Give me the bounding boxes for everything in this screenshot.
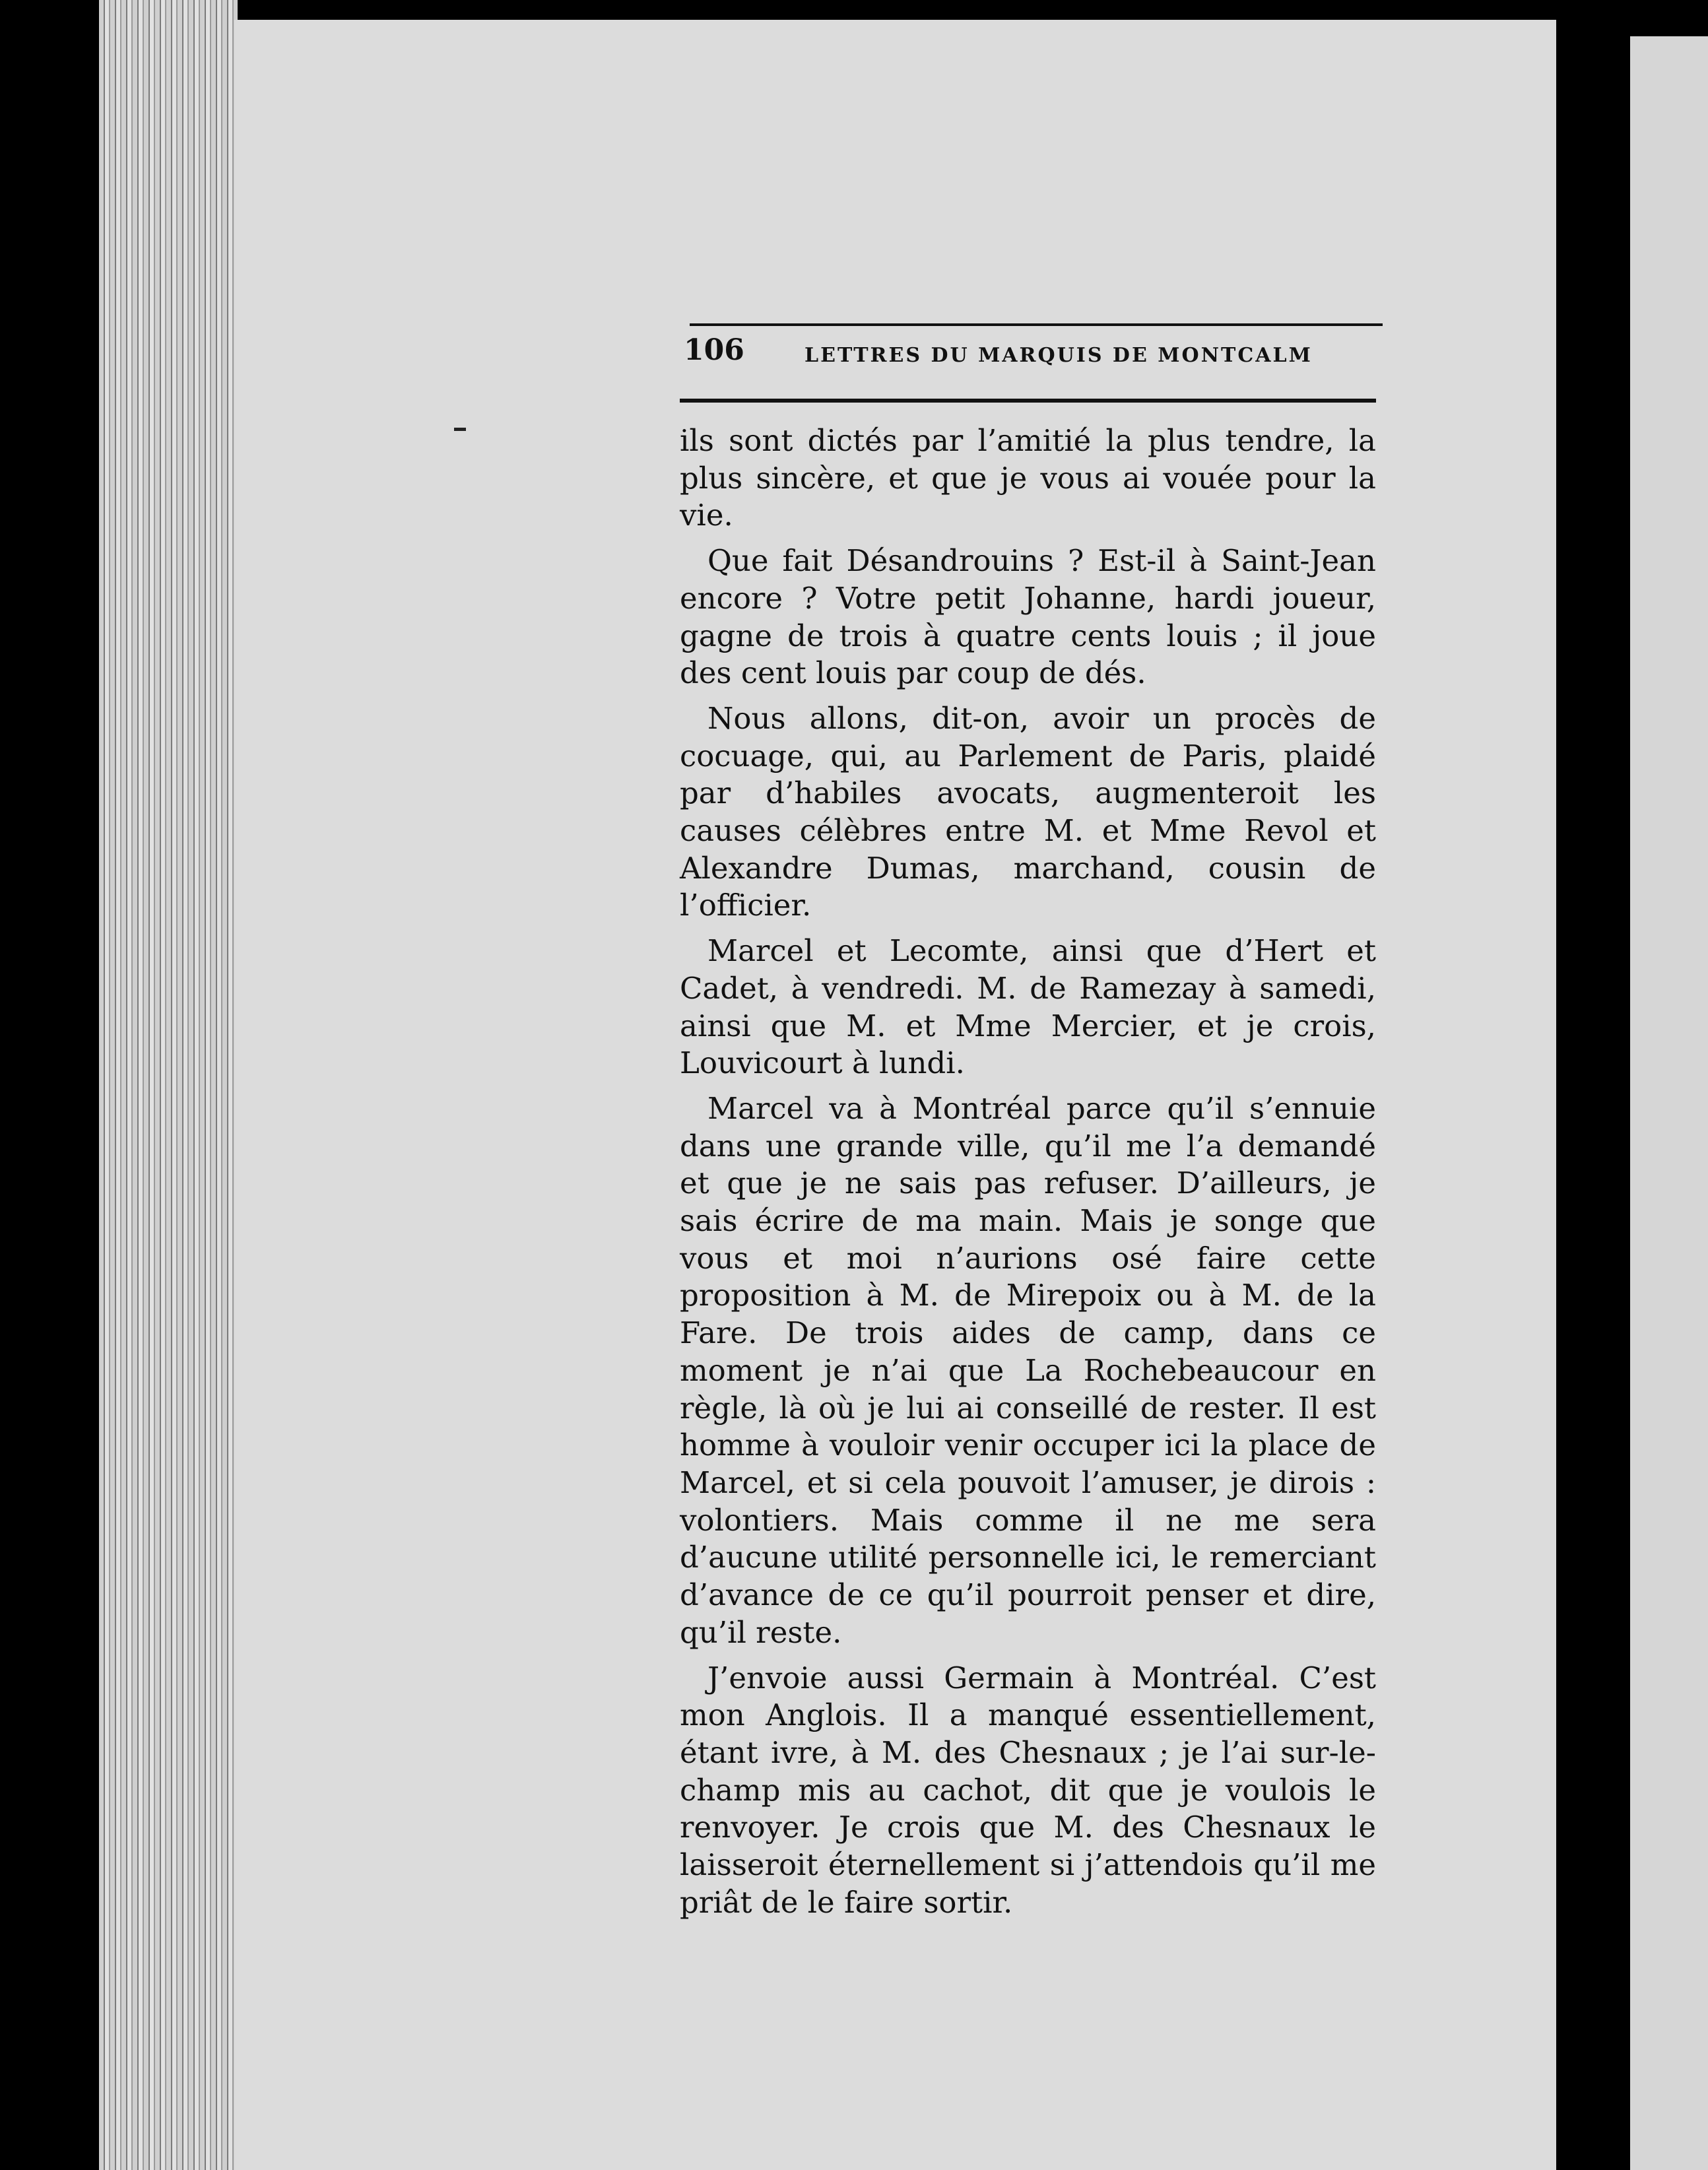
paragraph: Marcel et Lecomte, ainsi que d’Hert et Cadet, à vendredi. M. de Ramezay à samedi, ainsi que M. et Mme Mercier, et je crois, Louvicourt à lundi. [680, 933, 1376, 1081]
paragraph: Nous allons, dit-on, avoir un procès de cocuage, qui, au Parlement de Paris, plaidé par d’habiles avocats, augmenteroit les causes célèbres entre M. et Mme Revol et Alexandre Dumas, marchand, cousin de l’officier. [680, 700, 1376, 923]
running-header [684, 333, 1377, 379]
page-stack-edges [99, 0, 238, 2170]
header-rule-top [690, 323, 1383, 326]
paragraph: Que fait Désandrouins ? Est-il à Saint-Jean encore ? Votre petit Johanne, hardi joueur, gagne de trois à quatre cents louis ; il joue des cent louis par coup de dés. [680, 543, 1376, 691]
body-text [680, 422, 1376, 1929]
page-number: 106 [684, 333, 744, 367]
margin-mark [454, 428, 466, 431]
paragraph: Marcel va à Montréal parce qu’il s’ennuie dans une grande ville, qu’il me l’a demandé et que je ne sais pas refuser. D’ailleurs, je sais écrire de ma main. Mais je songe que vous et moi n’aurions osé faire cette proposition à M. de Mirepoix ou à M. de la Fare. De trois aides de camp, dans ce moment je n’ai que La Rochebeaucour en règle, là où je lui ai conseillé de rester. Il est homme à vouloir venir occuper ici la place de Marcel, et si cela pouvoit l’amuser, je dirois : volontiers. Mais comme il ne me sera d’aucune utilité personnelle ici, le remerciant d’avance de ce qu’il pourroit penser et dire, qu’il reste. [680, 1090, 1376, 1650]
header-rule-bottom [680, 399, 1376, 403]
facing-page-edge [1630, 36, 1708, 2170]
paragraph: ils sont dictés par l’amitié la plus tendre, la plus sincère, et que je vous ai vouée pour la vie. [680, 423, 1376, 533]
paragraph: J’envoie aussi Germain à Montréal. C’est mon Anglois. Il a manqué essentiellement, étant ivre, à M. des Chesnaux ; je l’ai sur-le-champ mis au cachot, dit que je voulois le renvoyer. Je crois que M. des Chesnaux le laisseroit éternellement si j’attendois qu’il me priât de le faire sortir. [680, 1660, 1376, 1920]
running-title: LETTRES DU MARQUIS DE MONTCALM [805, 344, 1313, 367]
